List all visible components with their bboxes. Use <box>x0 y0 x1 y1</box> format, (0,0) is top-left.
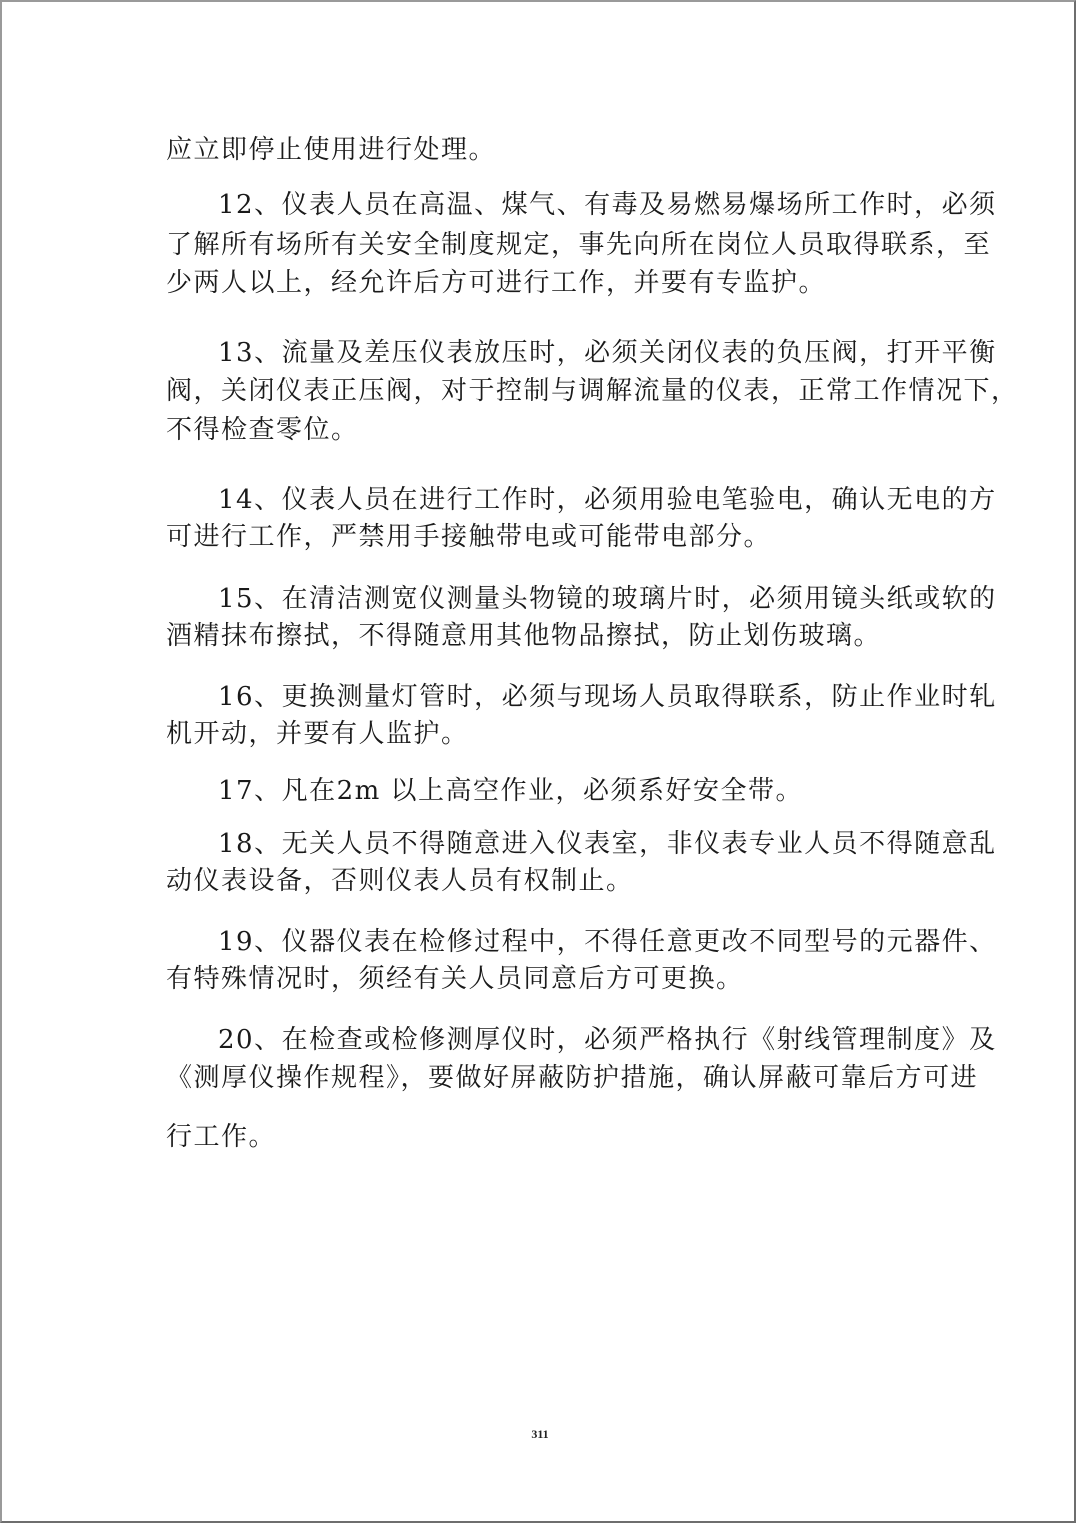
text-line: 16、更换测量灯管时，必须与现场人员取得联系，防止作业时轧 <box>218 682 997 712</box>
text-line: 15、在清洁测宽仪测量头物镜的玻璃片时，必须用镜头纸或软的 <box>218 584 997 614</box>
text-line: 阀，关闭仪表正压阀，对于控制与调解流量的仪表，正常工作情况下， <box>166 376 1019 406</box>
text-line: 可进行工作，严禁用手接触带电或可能带电部分。 <box>166 522 772 552</box>
text-line: 13、流量及差压仪表放压时，必须关闭仪表的负压阀，打开平衡 <box>218 338 997 368</box>
text-line: 20、在检查或检修测厚仪时，必须严格执行《射线管理制度》及 <box>218 1025 997 1055</box>
text-line: 18、无关人员不得随意进入仪表室，非仪表专业人员不得随意乱 <box>218 829 997 859</box>
text-line: 了解所有场所有关安全制度规定，事先向所在岗位人员取得联系，至 <box>166 230 992 260</box>
text-line: 14、仪表人员在进行工作时，必须用验电笔验电，确认无电的方 <box>218 485 997 515</box>
text-line: 19、仪器仪表在检修过程中，不得任意更改不同型号的元器件、 <box>218 927 997 957</box>
text-line: 动仪表设备，否则仪表人员有权制止。 <box>166 866 634 896</box>
text-line: 少两人以上，经允许后方可进行工作，并要有专监护。 <box>166 268 827 298</box>
text-line: 不得检查零位。 <box>166 415 359 445</box>
text-line: 《测厚仪操作规程》，要做好屏蔽防护措施，确认屏蔽可靠后方可进 <box>166 1063 979 1093</box>
text-line: 机开动，并要有人监护。 <box>166 719 469 749</box>
text-line: 有特殊情况时，须经有关人员同意后方可更换。 <box>166 964 744 994</box>
text-line: 12、仪表人员在高温、煤气、有毒及易燃易爆场所工作时，必须 <box>218 190 997 220</box>
text-line: 行工作。 <box>166 1122 277 1152</box>
text-line: 酒精抹布擦拭，不得随意用其他物品擦拭，防止划伤玻璃。 <box>166 621 882 651</box>
page-number: 311 <box>531 1427 549 1441</box>
text-line: 应立即停止使用进行处理。 <box>166 135 497 165</box>
text-line: 17、凡在2m 以上高空作业，必须系好安全带。 <box>218 776 804 806</box>
